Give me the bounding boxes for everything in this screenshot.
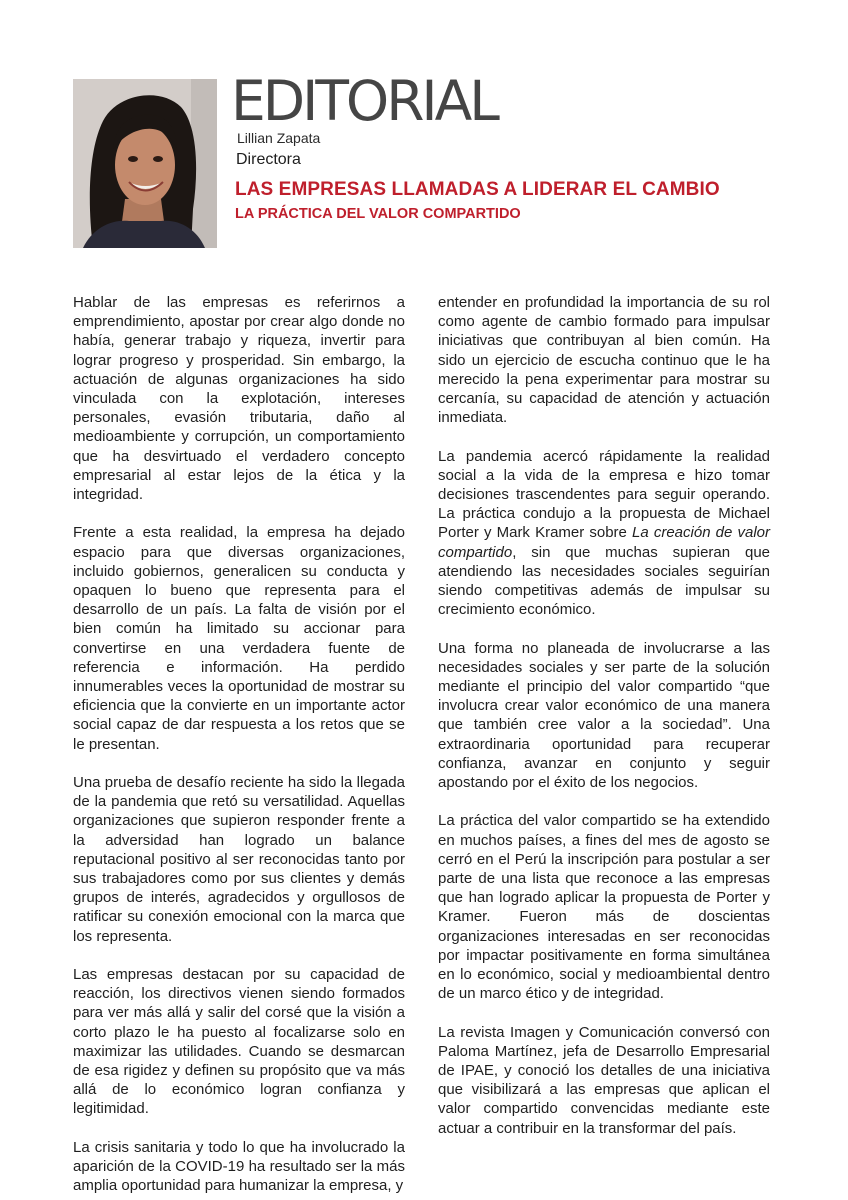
section-title: EDITORIAL [231,69,497,133]
author-portrait-image [73,79,217,248]
paragraph-text: , sin que muchas supieran que atendiendo las necesidades sociales seguirían siendo competitivas además de impulsar su crecimiento económico. [438,543,770,619]
paragraph: Frente a esta realidad, la empresa ha dejado espacio para que diversas organizaciones, incluido gobiernos, generalicen su conducta y opaquen lo bueno que representa para el desarrollo de un país. La falta de visión por el bien común ha limitado su accionar para convertirse en una verdadera fuente de referencia e información. Ha perdido innumerables veces la oportunidad de mostrar su eficiencia que la convierte en un importante actor social capaz de dar respuesta a los retos que se le presentan. [73,524,405,753]
article-headline: LAS EMPRESAS LLAMADAS A LIDERAR EL CAMBIO [235,179,720,200]
paragraph: La crisis sanitaria y todo lo que ha involucrado la aparición de la COVID-19 ha resultado ser la más amplia oportunidad para humanizar la empresa, y [73,1138,405,1195]
book-title: La creación de valor compartido [438,524,770,561]
paragraph-text: La pandemia acercó rápidamente la realidad social a la vida de la empresa e hizo tomar decisiones trascendentes para seguir operando. La práctica condujo a la propuesta de Michael Porter y Mark Kramer sobre [438,447,770,542]
paragraph: Una prueba de desafío reciente ha sido la llegada de la pandemia que retó su versatilidad. Aquellas organizaciones que supieron responder frente a la adversidad han logrado un balance reputacional positivo al ser reconocidas tanto por sus trabajadores como por sus clientes y demás grupos de interés, agradecidos y orgullosos de ratificar su conexión emocional con la marca que los representa. [73,774,405,945]
paragraph: La práctica del valor compartido se ha extendido en muchos países, a fines del mes de agosto se cerró en el Perú la inscripción para postular a ser parte de una lista que reconoce a las empresas que han logrado aplicar la propuesta de Porter y Kramer. Fueron más de doscientas organizaciones interesadas en ser reconocidas por impactar positivamente en forma simultánea en lo económico, social y medioambiental dentro de un marco ético y de integridad. [438,812,770,1003]
article-column-left [73,293,405,1195]
paragraph: entender en profundidad la importancia de su rol como agente de cambio formado para impulsar iniciativas que contribuyan al bien común. Ha sido un ejercicio de escucha continuo que le ha merecido la pena experimentar para mostrar su cercanía, su capacidad de atención y actuación inmediata. [438,294,770,427]
article-subheadline: LA PRÁCTICA DEL VALOR COMPARTIDO [235,206,521,222]
paragraph: Una forma no planeada de involucrarse a las necesidades sociales y ser parte de la solución mediante el principio del valor compartido “que involucra crear valor económico de una manera que también cree valor a la sociedad”. Una extraordinaria oportunidad para recuperar confianza, avanzar en conjunto y seguir apostando por el éxito de los negocios. [438,639,770,792]
paragraph: La revista Imagen y Comunicación conversó con Paloma Martínez, jefa de Desarrollo Empresarial de IPAE, y conoció los detalles de una iniciativa que visibilizará a las empresas que aplican el valor compartido convencidas mediante este actuar a contribuir en la transformar del país. [438,1023,770,1137]
paragraph: Las empresas destacan por su capacidad de reacción, los directivos vienen siendo formados para ver más allá y salir del corsé que la visión a corto plazo le ha puesto al focalizarse solo en maximizar las utilidades. Cuando se desmarcan de esa rigidez y definen su propósito que va más allá de lo económico logran confianza y legitimidad. [73,966,405,1118]
author-photo [73,79,217,248]
paragraph: Hablar de las empresas es referirnos a emprendimiento, apostar por crear algo donde no había, generar trabajo y riqueza, invertir para lograr progreso y prosperidad. Sin embargo, la actuación de algunas organizaciones ha sido vinculada con la explotación, intereses personales, evasión tributaria, daño al medioambiente y corrupción, un comportamiento que ha desvirtuado el verdadero concepto empresarial al estar lejos de la ética y la integridad. [73,294,405,504]
paragraph [438,447,770,620]
author-name: Lillian Zapata [237,130,321,146]
article-column-right [438,293,770,1138]
author-role: Directora [236,151,301,168]
